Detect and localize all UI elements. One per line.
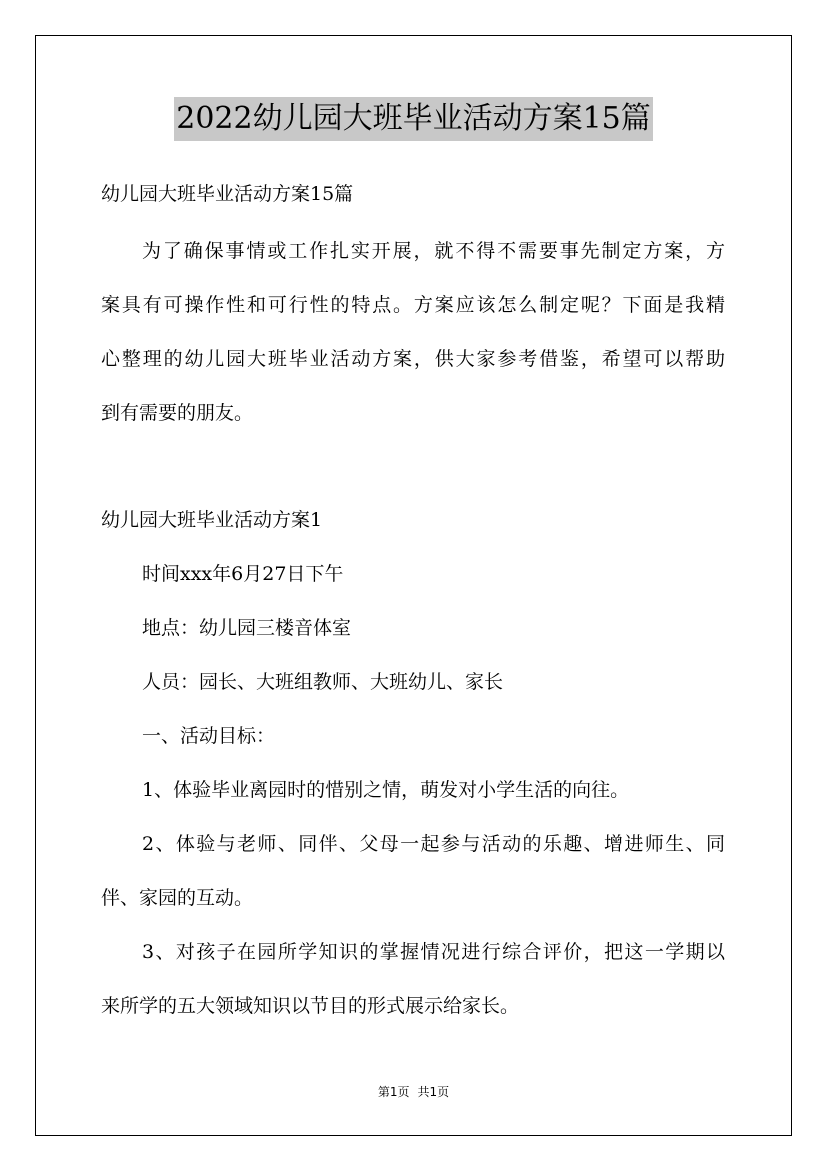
page-total: 共1页 — [417, 1085, 450, 1099]
title-container — [0, 97, 827, 141]
intro-line-3: 心整理的幼儿园大班毕业活动方案，供大家参考借鉴，希望可以帮助 — [101, 348, 725, 370]
goal-2-line-1: 2、体验与老师、同伴、父母一起参与活动的乐趣、增进师生、同 — [142, 833, 725, 855]
event-time: 时间xxx年6月27日下午 — [142, 563, 344, 585]
event-people: 人员：园长、大班组教师、大班幼儿、家长 — [142, 671, 504, 693]
page-number: 第1页 — [377, 1085, 410, 1099]
goal-3-line-2: 来所学的五大领域知识以节目的形式展示给家长。 — [101, 995, 520, 1017]
intro-line-2: 案具有可操作性和可行性的特点。方案应该怎么制定呢？下面是我精 — [101, 294, 725, 316]
intro-line-1: 为了确保事情或工作扎实开展，就不得不需要事先制定方案，方 — [142, 240, 725, 262]
goals-heading: 一、活动目标： — [142, 725, 276, 747]
goal-2-line-2: 伴、家园的互动。 — [101, 887, 254, 909]
intro-line-4: 到有需要的朋友。 — [101, 402, 254, 424]
document-subtitle: 幼儿园大班毕业活动方案15篇 — [101, 183, 354, 205]
goal-3-line-1: 3、对孩子在园所学知识的掌握情况进行综合评价，把这一学期以 — [142, 941, 725, 963]
event-place: 地点：幼儿园三楼音体室 — [142, 617, 352, 639]
page-footer — [0, 1084, 827, 1100]
document-title: 2022幼儿园大班毕业活动方案15篇 — [174, 97, 653, 141]
section-heading: 幼儿园大班毕业活动方案1 — [101, 509, 323, 531]
goal-1: 1、体验毕业离园时的惜别之情，萌发对小学生活的向往。 — [142, 779, 630, 801]
